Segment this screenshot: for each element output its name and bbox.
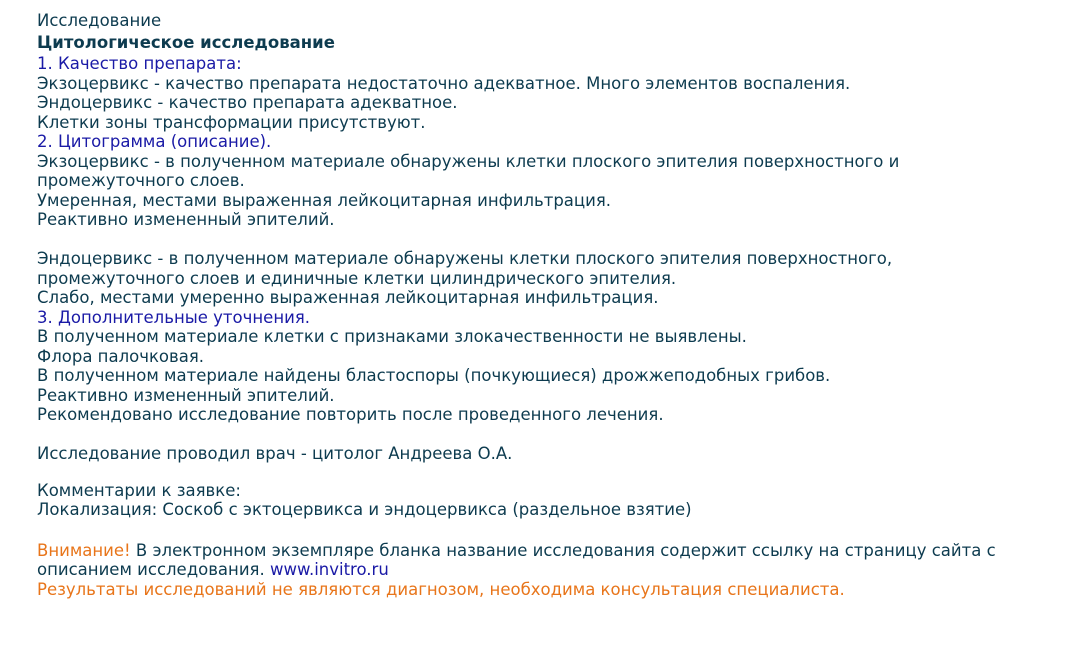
cytogram-exo-line: Реактивно измененный эпителий. bbox=[37, 210, 335, 229]
additional-line: Реактивно измененный эпителий. bbox=[37, 385, 335, 405]
comments-heading: Комментарии к заявке: bbox=[37, 480, 241, 500]
additional-line: В полученном материале найдены бластоспоры (почкующиеся) дрожжеподобных грибов. bbox=[37, 366, 831, 385]
additional-line: В полученном материале клетки с признаками злокачественности не выявлены. bbox=[37, 327, 747, 346]
cytogram-heading: 2. Цитограмма (описание). bbox=[37, 132, 272, 151]
quality-line: Экзоцервикс - качество препарата недостаточно адекватное. Много элементов воспаления. bbox=[37, 73, 851, 93]
additional-heading: 3. Дополнительные уточнения. bbox=[37, 307, 310, 327]
invitro-link[interactable]: www.invitro.ru bbox=[269, 560, 389, 579]
additional-line: Флора палочковая. bbox=[37, 346, 205, 366]
spacer bbox=[37, 520, 1040, 537]
cytogram-exo-line: Умеренная, местами выраженная лейкоцитарная инфильтрация. bbox=[37, 190, 612, 210]
quality-heading: 1. Качество препарата: bbox=[37, 54, 242, 73]
spacer bbox=[37, 425, 1040, 445]
notice-paragraph bbox=[37, 541, 1040, 580]
cytogram-endo-line: Эндоцервикс - в полученном материале обнаружены клетки плоского эпителия поверхностного, промежуточного слоев и единичные клетки цилиндрического эпителия. bbox=[37, 249, 893, 288]
cytogram-exo-line: Экзоцервикс - в полученном материале обнаружены клетки плоского эпителия поверхностного и промежуточного слоев. bbox=[37, 151, 900, 190]
notice-text: В электронном экземпляре бланка название исследования содержит ссылку на страницу сайта с описанием исследования. bbox=[37, 540, 996, 579]
cytogram-endo-line: Слабо, местами умеренно выраженная лейкоцитарная инфильтрация. bbox=[37, 288, 659, 307]
spacer bbox=[37, 230, 1040, 250]
section-header: Исследование bbox=[37, 11, 162, 30]
doctor-signature: Исследование проводил врач - цитолог Андреева О.А. bbox=[37, 444, 513, 463]
attention-label: Внимание! bbox=[37, 540, 131, 560]
spacer bbox=[37, 464, 1040, 481]
comments-localization: Локализация: Соскоб с эктоцервикса и эндоцервикса (раздельное взятие) bbox=[37, 500, 692, 519]
disclaimer-text: Результаты исследований не являются диагнозом, необходима консультация специалиста. bbox=[37, 579, 845, 599]
quality-line: Эндоцервикс - качество препарата адекватное. bbox=[37, 93, 458, 112]
quality-line: Клетки зоны трансформации присутствуют. bbox=[37, 112, 426, 132]
report-title: Цитологическое исследование bbox=[37, 33, 335, 52]
additional-line: Рекомендовано исследование повторить после проведенного лечения. bbox=[37, 405, 664, 424]
